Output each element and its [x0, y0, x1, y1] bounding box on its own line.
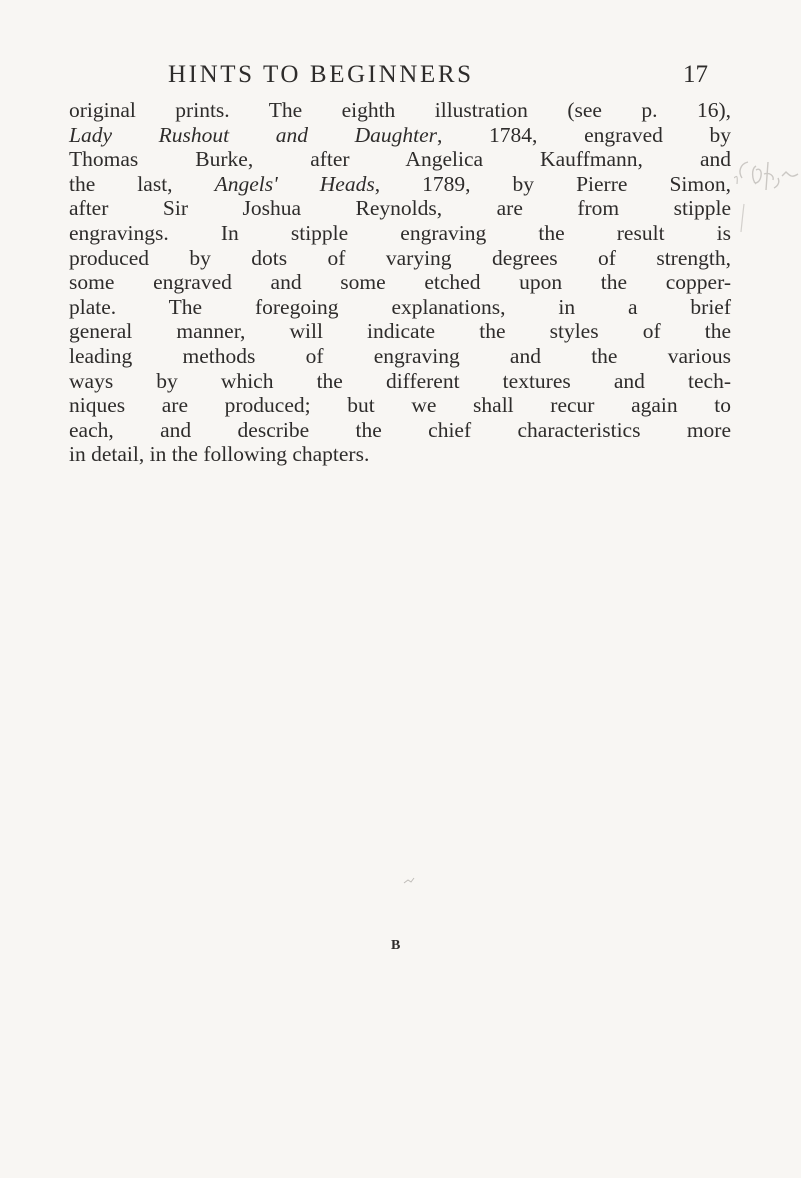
text-fragment: , 1784, engraved by [437, 122, 731, 147]
text-fragment: , 1789, by Pierre Simon, [374, 171, 731, 196]
running-title: HINTS TO BEGINNERS [168, 61, 474, 88]
text-line: engravings. In stipple engraving the result is [69, 220, 731, 245]
text-line: leading methods of engraving and the various [69, 343, 731, 368]
text-line: after Sir Joshua Reynolds, are from stipple [69, 196, 731, 221]
running-head [0, 58, 801, 92]
pencil-annotation-icon [734, 160, 801, 280]
text-fragment: the last, [69, 171, 215, 196]
foxing-mark-icon [403, 877, 415, 885]
text-line: in detail, in the following chapters. [69, 442, 370, 467]
text-line: plate. The foregoing explanations, in a brief [69, 294, 731, 319]
text-line: Thomas Burke, after Angelica Kauffmann, and [69, 147, 731, 172]
text-line: produced by dots of varying degrees of strength, [69, 245, 731, 270]
italic-title-lady-rushout: Lady Rushout and Daughter [69, 122, 438, 147]
page-number: 17 [683, 61, 708, 88]
text-line: niques are produced; but we shall recur again to [69, 393, 731, 418]
italic-title-angels-heads: Angels' Heads [214, 171, 375, 196]
text-line [69, 172, 731, 197]
text-line: ways by which the different textures and tech- [69, 368, 731, 393]
text-line: each, and describe the chief characteristics more [69, 417, 731, 442]
text-line: original prints. The eighth illustration (see p. 16), [69, 98, 731, 122]
signature-letter: B [391, 938, 401, 953]
text-line: general manner, will indicate the styles of the [69, 319, 731, 344]
text-line [69, 123, 731, 148]
body-paragraph [69, 98, 731, 467]
text-line: some engraved and some etched upon the copper- [69, 270, 731, 295]
